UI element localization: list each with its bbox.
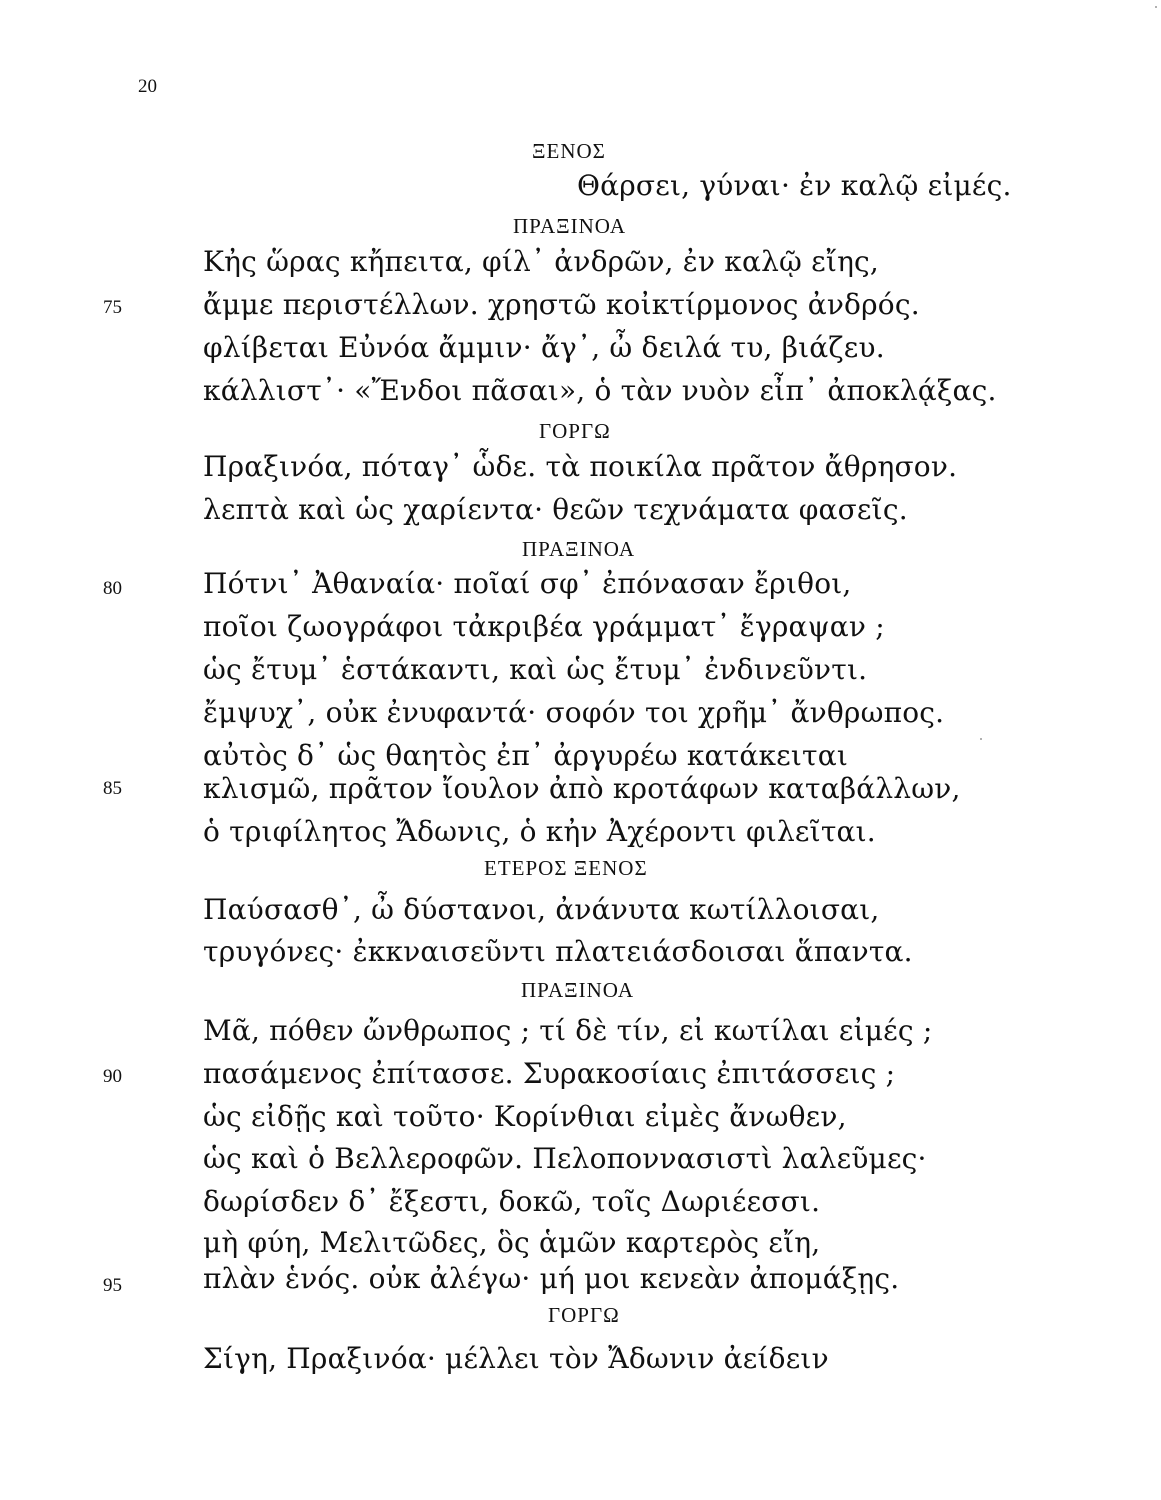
speaker-heading: ΓΟΡΓΩ (548, 1303, 620, 1327)
line-number: 85 (103, 778, 122, 799)
page-number: 20 (138, 76, 157, 97)
speaker-heading: ΠΡΑΞΙΝΟΑ (513, 214, 627, 238)
verse-line: κάλλιστ᾽· «Ἔνδοι πᾶσαι», ὁ τὰν νυὸν εἶπ᾽ ἀποκλᾴξας. (203, 374, 997, 407)
speaker-heading: ΞΕΝΟΣ (532, 139, 606, 163)
scan-speck (980, 738, 982, 740)
verse-line: ὡς ἔτυμ᾽ ἑστάκαντι, καὶ ὡς ἔτυμ᾽ ἐνδινεῦντι. (203, 653, 868, 686)
verse-line: κλισμῶ, πρᾶτον ἴουλον ἀπὸ κροτάφων καταβάλλων, (203, 772, 961, 805)
line-number: 95 (103, 1275, 122, 1296)
verse-line: ἄμμε περιστέλλων. χρηστῶ κοἰκτίρμονος ἀνδρός. (203, 288, 920, 321)
verse-line: Πραξινόα, πόταγ᾽ ὧδε. τὰ ποικίλα πρᾶτον ἄθρησον. (203, 450, 958, 483)
scan-speck (1155, 6, 1157, 8)
verse-line: αὐτὸς δ᾽ ὡς θαητὸς ἐπ᾽ ἀργυρέω κατάκειται (203, 739, 849, 772)
speaker-heading: ΕΤΕΡΟΣ ΞΕΝΟΣ (484, 856, 648, 880)
verse-line: τρυγόνες· ἐκκναισεῦντι πλατειάσδοισαι ἅπαντα. (203, 935, 913, 968)
speaker-heading: ΓΟΡΓΩ (539, 419, 611, 443)
verse-line: φλίβεται Εὐνόα ἄμμιν· ἄγ᾽, ὦ δειλά τυ, βιάζευ. (203, 331, 885, 364)
speaker-heading: ΠΡΑΞΙΝΟΑ (521, 978, 635, 1002)
verse-line: Παύσασθ᾽, ὦ δύστανοι, ἀνάνυτα κωτίλλοισαι, (203, 893, 880, 926)
line-number: 75 (103, 297, 122, 318)
verse-line: Μᾶ, πόθεν ὤνθρωπος ; τί δὲ τίν, εἰ κωτίλαι εἰμές ; (203, 1014, 933, 1047)
line-number: 80 (103, 578, 122, 599)
verse-line: ἔμψυχ᾽, οὐκ ἐνυφαντά· σοφόν τοι χρῆμ᾽ ἄνθρωπος. (203, 696, 945, 729)
verse-line: Πότνι᾽ Ἀθαναία· ποῖαί σφ᾽ ἐπόνασαν ἔριθοι, (203, 567, 852, 600)
verse-line: ὡς εἰδῇς καὶ τοῦτο· Κορίνθιαι εἰμὲς ἄνωθεν, (203, 1100, 847, 1133)
line-number: 90 (103, 1066, 122, 1087)
verse-line: λεπτὰ καὶ ὡς χαρίεντα· θεῶν τεχνάματα φασεῖς. (203, 493, 908, 526)
verse-line: μὴ φύη, Μελιτῶδες, ὃς ἁμῶν καρτερὸς εἴη, (203, 1226, 821, 1259)
speaker-heading: ΠΡΑΞΙΝΟΑ (522, 537, 636, 561)
verse-line: Σίγη, Πραξινόα· μέλλει τὸν Ἄδωνιν ἀείδειν (203, 1342, 829, 1375)
verse-line: πλὰν ἑνός. οὐκ ἀλέγω· μή μοι κενεὰν ἀπομάξῃς. (203, 1262, 900, 1295)
verse-line: δωρίσδεν δ᾽ ἔξεστι, δοκῶ, τοῖς Δωριέεσσι. (203, 1185, 821, 1218)
verse-line: ποῖοι ζωογράφοι τἀκριβέα γράμματ᾽ ἔγραψαν ; (203, 610, 885, 643)
verse-line: Θάρσει, γύναι· ἐν καλῷ εἰμές. (577, 169, 1012, 202)
verse-line: ὁ τριφίλητος Ἄδωνις, ὁ κἠν Ἀχέροντι φιλεῖται. (203, 815, 876, 848)
verse-line: πασάμενος ἐπίτασσε. Συρακοσίαις ἐπιτάσσεις ; (203, 1057, 896, 1090)
verse-line: ὡς καὶ ὁ Βελλεροφῶν. Πελοποννασιστὶ λαλεῦμες· (203, 1142, 927, 1175)
verse-line: Κἠς ὥρας κἤπειτα, φίλ᾽ ἀνδρῶν, ἐν καλῷ εἴης, (203, 245, 880, 278)
